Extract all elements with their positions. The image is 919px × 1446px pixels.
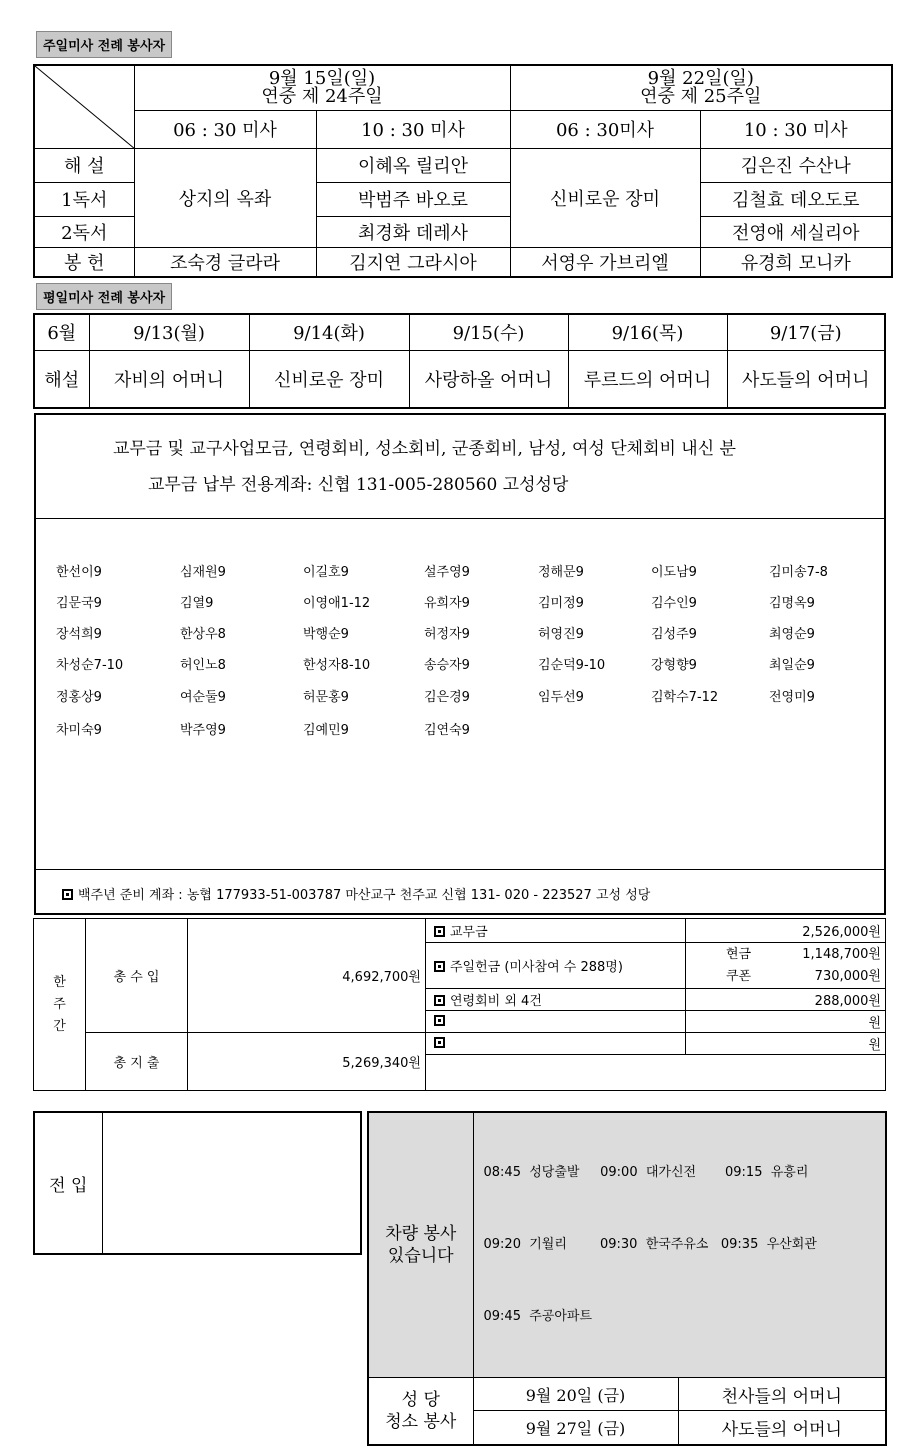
role-label: 1독서	[34, 182, 134, 216]
income-total: 4,692,700원	[188, 919, 426, 1033]
offering-name: 김지연 그라시아	[316, 247, 510, 277]
week1-date: 9월 15일(일)	[268, 67, 376, 89]
dues-line2: 교무금 납부 전용계좌: 신협 131-005-280560 고성성당	[148, 475, 569, 495]
donor-name: 김은경9	[424, 690, 470, 705]
donor-name: 최영순9	[769, 627, 815, 642]
weekday-section-title: 평일미사 전례 봉사자	[36, 283, 172, 310]
weekday-group: 사랑하올 어머니	[409, 350, 568, 408]
finance-item	[426, 1011, 686, 1033]
service-table	[367, 1111, 887, 1446]
weekday-role: 해설	[34, 350, 89, 408]
server-name: 김철효 데오도로	[700, 182, 892, 216]
weekday-date: 9/17(금)	[727, 314, 885, 350]
donor-name: 허인노8	[180, 658, 226, 673]
cleaning-group: 천사들의 어머니	[678, 1378, 886, 1411]
server-name: 전영애 세실리아	[700, 216, 892, 247]
role-label: 봉 헌	[34, 247, 134, 277]
finance-item	[426, 989, 686, 1011]
donor-name: 김열9	[180, 596, 214, 611]
finance-amount: 288,000원	[686, 989, 886, 1011]
donor-name: 설주영9	[424, 565, 470, 580]
finance-table	[33, 918, 886, 1091]
donor-name: 김미송7-8	[769, 565, 828, 580]
bullet-square-icon	[434, 1015, 445, 1026]
cleaning-date: 9월 27일 (금)	[473, 1411, 678, 1445]
cleaning-group: 사도들의 어머니	[678, 1411, 886, 1445]
bullet-square-icon	[434, 926, 445, 937]
mass-time: 06 : 30미사	[510, 110, 700, 148]
donor-name: 김성주9	[651, 627, 697, 642]
weekday-group: 루르드의 어머니	[568, 350, 727, 408]
shuttle-stops-row: 08:45 성당출발 09:00 대가신전 09:15 유흥리	[483, 1165, 809, 1180]
donor-name: 김명옥9	[769, 596, 815, 611]
transfer-label: 전 입	[34, 1112, 102, 1254]
week2-name: 연중 제 25주일	[640, 85, 762, 107]
finance-item	[426, 1033, 686, 1055]
shuttle-stops-row: 09:45 주공아파트	[483, 1309, 593, 1324]
dues-line1: 교무금 및 교구사업모금, 연령회비, 성소회비, 군종회비, 남성, 여성 단체회비 내신 분	[113, 439, 736, 459]
jubilee-account	[62, 884, 650, 903]
week2-header	[510, 65, 892, 110]
weekday-table	[33, 313, 886, 409]
donor-name: 김순덕9-10	[538, 658, 606, 673]
dues-divider-bottom	[36, 869, 884, 870]
donor-name: 박주영9	[180, 723, 226, 738]
week2-0630-group: 신비로운 장미	[510, 148, 700, 247]
donor-name: 이도남9	[651, 565, 697, 580]
donor-name: 김학수7-12	[651, 690, 719, 705]
weekday-date: 9/13(월)	[89, 314, 249, 350]
donor-name: 김수인9	[651, 596, 697, 611]
weekday-date: 9/15(수)	[409, 314, 568, 350]
cleaning-label: 성 당 청소 봉사	[368, 1378, 473, 1445]
week2-date: 9월 22일(일)	[647, 67, 754, 89]
donor-name: 허영진9	[538, 627, 584, 642]
mass-time: 10 : 30 미사	[316, 110, 510, 148]
finance-item	[426, 943, 686, 989]
donor-name: 차성순7-10	[56, 658, 124, 673]
sunday-section-title: 주일미사 전례 봉사자	[36, 31, 172, 58]
weekday-group: 사도들의 어머니	[727, 350, 885, 408]
donor-name: 정홍상9	[56, 690, 102, 705]
dues-divider	[36, 518, 884, 519]
server-name: 김은진 수산나	[700, 148, 892, 182]
role-label: 해 설	[34, 148, 134, 182]
finance-item-label: 교무금	[450, 925, 488, 940]
weekday-date: 9/16(목)	[568, 314, 727, 350]
mass-time: 06 : 30 미사	[134, 110, 316, 148]
expense-total: 5,269,340원	[188, 1033, 426, 1091]
donor-name: 장석희9	[56, 627, 102, 642]
offering-name: 조숙경 글라라	[134, 247, 316, 277]
donor-name: 전영미9	[769, 690, 815, 705]
server-name: 이혜옥 릴리안	[316, 148, 510, 182]
donor-name: 최일순9	[769, 658, 815, 673]
period-label	[34, 919, 86, 1091]
donor-name: 한성자8-10	[303, 658, 371, 673]
donor-name: 강형향9	[651, 658, 697, 673]
finance-item-label: 연령회비 외 4건	[450, 994, 542, 1009]
weekday-group: 신비로운 장미	[249, 350, 409, 408]
donor-name: 임두선9	[538, 690, 584, 705]
offering-name: 서영우 가브리엘	[510, 247, 700, 277]
cleaning-date: 9월 20일 (금)	[473, 1378, 678, 1411]
bullet-square-icon	[434, 1037, 445, 1048]
finance-empty	[426, 1055, 886, 1091]
donor-name: 여순둘9	[180, 690, 226, 705]
week1-name: 연중 제 24주일	[261, 85, 383, 107]
donor-name: 정해문9	[538, 565, 584, 580]
finance-amount: 2,526,000원	[686, 919, 886, 943]
cash-amount: 1,148,700원	[802, 946, 881, 962]
jubilee-text: 백주년 준비 계좌 : 농협 177933-51-003787 마산교구 천주교 신협 131- 020 - 223527 고성 성당	[78, 888, 651, 903]
server-name: 최경화 데레사	[316, 216, 510, 247]
shuttle-label: 차량 봉사 있습니다	[368, 1112, 473, 1378]
server-name: 박범주 바오로	[316, 182, 510, 216]
mass-time: 10 : 30 미사	[700, 110, 892, 148]
offering-breakdown	[686, 943, 886, 989]
cash-label: 현금	[726, 946, 752, 962]
bullet-square-icon	[434, 961, 445, 972]
finance-item	[426, 919, 686, 943]
offering-name: 유경희 모니카	[700, 247, 892, 277]
coupon-amount: 730,000원	[814, 968, 881, 984]
weekday-date: 9/14(화)	[249, 314, 409, 350]
donor-name: 김문국9	[56, 596, 102, 611]
donor-name: 허문홍9	[303, 690, 349, 705]
donor-name: 박행순9	[303, 627, 349, 642]
donor-name: 한선이9	[56, 565, 102, 580]
donor-name: 심재원9	[180, 565, 226, 580]
donor-name: 허정자9	[424, 627, 470, 642]
diagonal-line	[35, 66, 135, 149]
finance-amount: 원	[686, 1011, 886, 1033]
period-char: 주	[53, 996, 66, 1012]
week1-0630-group: 상지의 옥좌	[134, 148, 316, 247]
diagonal-corner	[34, 65, 134, 148]
finance-item-label: 주일헌금 (미사참여 수 288명)	[450, 960, 623, 975]
sunday-table	[33, 64, 893, 278]
expense-label: 총 지 출	[86, 1033, 188, 1091]
income-label: 총 수 입	[86, 919, 188, 1033]
finance-amount: 원	[686, 1033, 886, 1055]
shuttle-stops-row: 09:20 기월리 09:30 한국주유소 09:35 우산회관	[483, 1237, 817, 1252]
donor-name: 송승자9	[424, 658, 470, 673]
donor-name: 김예민9	[303, 723, 349, 738]
donor-name: 차미숙9	[56, 723, 102, 738]
month-label: 6월	[34, 314, 89, 350]
donor-name: 한상우8	[180, 627, 226, 642]
donor-name: 김미정9	[538, 596, 584, 611]
week1-header	[134, 65, 510, 110]
bullet-square-icon	[62, 889, 73, 900]
bullet-square-icon	[434, 995, 445, 1006]
donor-name: 이길호9	[303, 565, 349, 580]
period-char: 한	[53, 974, 66, 990]
shuttle-schedule	[473, 1112, 886, 1378]
transfer-table	[33, 1111, 362, 1255]
donor-name: 이영애1-12	[303, 596, 371, 611]
donor-name: 유희자9	[424, 596, 470, 611]
donor-name: 김연숙9	[424, 723, 470, 738]
period-char: 간	[53, 1018, 66, 1034]
transfer-value	[102, 1112, 361, 1254]
coupon-label: 쿠폰	[726, 968, 752, 984]
weekday-group: 자비의 어머니	[89, 350, 249, 408]
role-label: 2독서	[34, 216, 134, 247]
